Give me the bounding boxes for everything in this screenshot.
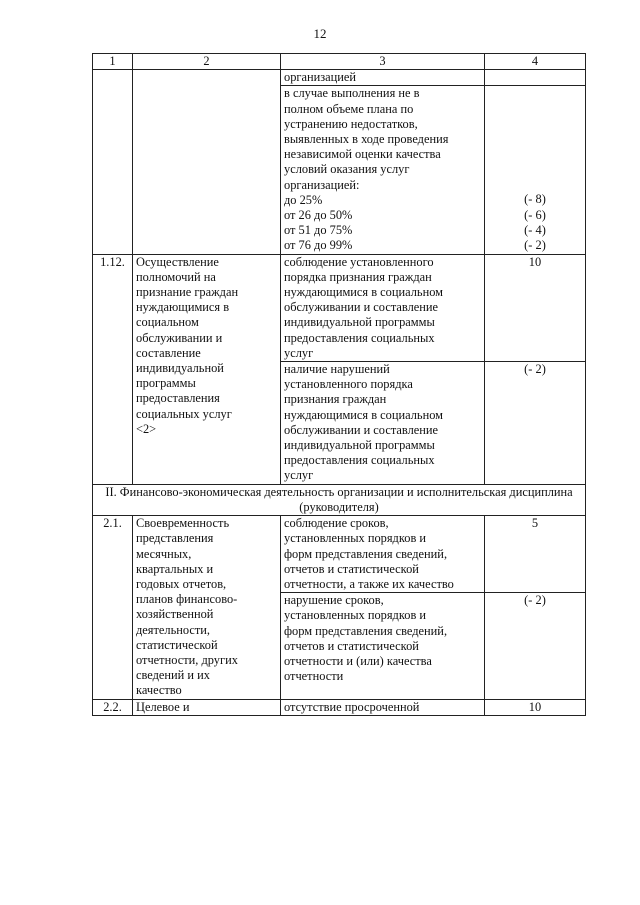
- header-col-4: 4: [485, 54, 586, 70]
- score-cell: 5: [485, 516, 586, 593]
- header-col-1: 1: [93, 54, 133, 70]
- score-cell: 10: [485, 254, 586, 361]
- score-cell: (- 2): [485, 593, 586, 699]
- score-cell: [485, 70, 586, 86]
- criterion-cell: соблюдение установленного порядка признания граждан нуждающимися в социальном обслуживании и составление индивидуальной программы предоставления социальных услуг: [281, 254, 485, 361]
- criterion-text: нарушение сроков, установленных порядков и форм представления сведений, отчетов и статистической отчетности и (или) качества отчетности: [284, 593, 448, 684]
- criterion-text: организацией: [284, 70, 357, 85]
- table-row: [93, 516, 586, 593]
- criterion-text: в случае выполнения не в полном объеме плана по устранению недостатков, выявленных в ходе проведения независимой оценки качества условий оказания услуг организацией:: [284, 86, 449, 192]
- indicator-cell: Целевое и: [133, 699, 281, 715]
- criterion-cell: отсутствие просроченной: [281, 699, 485, 715]
- range-label: от 76 до 99%: [284, 238, 353, 253]
- score-cell: (- 2): [485, 362, 586, 485]
- row-number-cell: 1.12.: [93, 254, 133, 484]
- range-label: от 26 до 50%: [284, 208, 353, 223]
- table-header-row: [93, 54, 586, 70]
- page-number: 12: [313, 26, 327, 41]
- criterion-cell: [281, 593, 485, 699]
- criteria-table: [92, 53, 586, 716]
- row-number-cell: 2.1.: [93, 516, 133, 699]
- indicator-cell: Своевременность представления месячных, квартальных и годовых отчетов, планов финансово- хозяйственной деятельности, статистической отчетности, других сведений и их качество: [133, 516, 281, 699]
- header-col-2: 2: [133, 54, 281, 70]
- table-row: [93, 699, 586, 715]
- table-row: [93, 254, 586, 361]
- criterion-cell: [281, 70, 485, 86]
- range-label: от 51 до 75%: [284, 223, 353, 238]
- range-score: (- 2): [524, 238, 546, 253]
- criterion-cell: наличие нарушений установленного порядка признания граждан нуждающимися в социальном обслуживании и составление индивидуальной программы предоставления социальных услуг: [281, 362, 485, 485]
- score-cell: [485, 86, 586, 254]
- range-score: (- 6): [524, 207, 546, 222]
- table-row: [93, 70, 586, 86]
- row-number-cell: [93, 70, 133, 254]
- row-number-cell: 2.2.: [93, 699, 133, 715]
- section-heading: II. Финансово-экономическая деятельность организации и исполнительская дисциплина (руководителя): [93, 484, 586, 515]
- indicator-cell: [133, 70, 281, 254]
- indicator-cell: Осуществление полномочий на признание граждан нуждающимися в социальном обслуживании и составление индивидуальной программы предоставления социальных услуг <2>: [133, 254, 281, 484]
- range-label: до 25%: [284, 192, 323, 207]
- score-cell: 10: [485, 699, 586, 715]
- section-row: [93, 484, 586, 515]
- header-col-3: 3: [281, 54, 485, 70]
- criterion-cell: соблюдение сроков, установленных порядков и форм представления сведений, отчетов и статистической отчетности, а также их качество: [281, 516, 485, 593]
- criterion-cell: [281, 86, 485, 254]
- range-score: (- 4): [524, 222, 546, 237]
- range-score: (- 8): [524, 192, 546, 207]
